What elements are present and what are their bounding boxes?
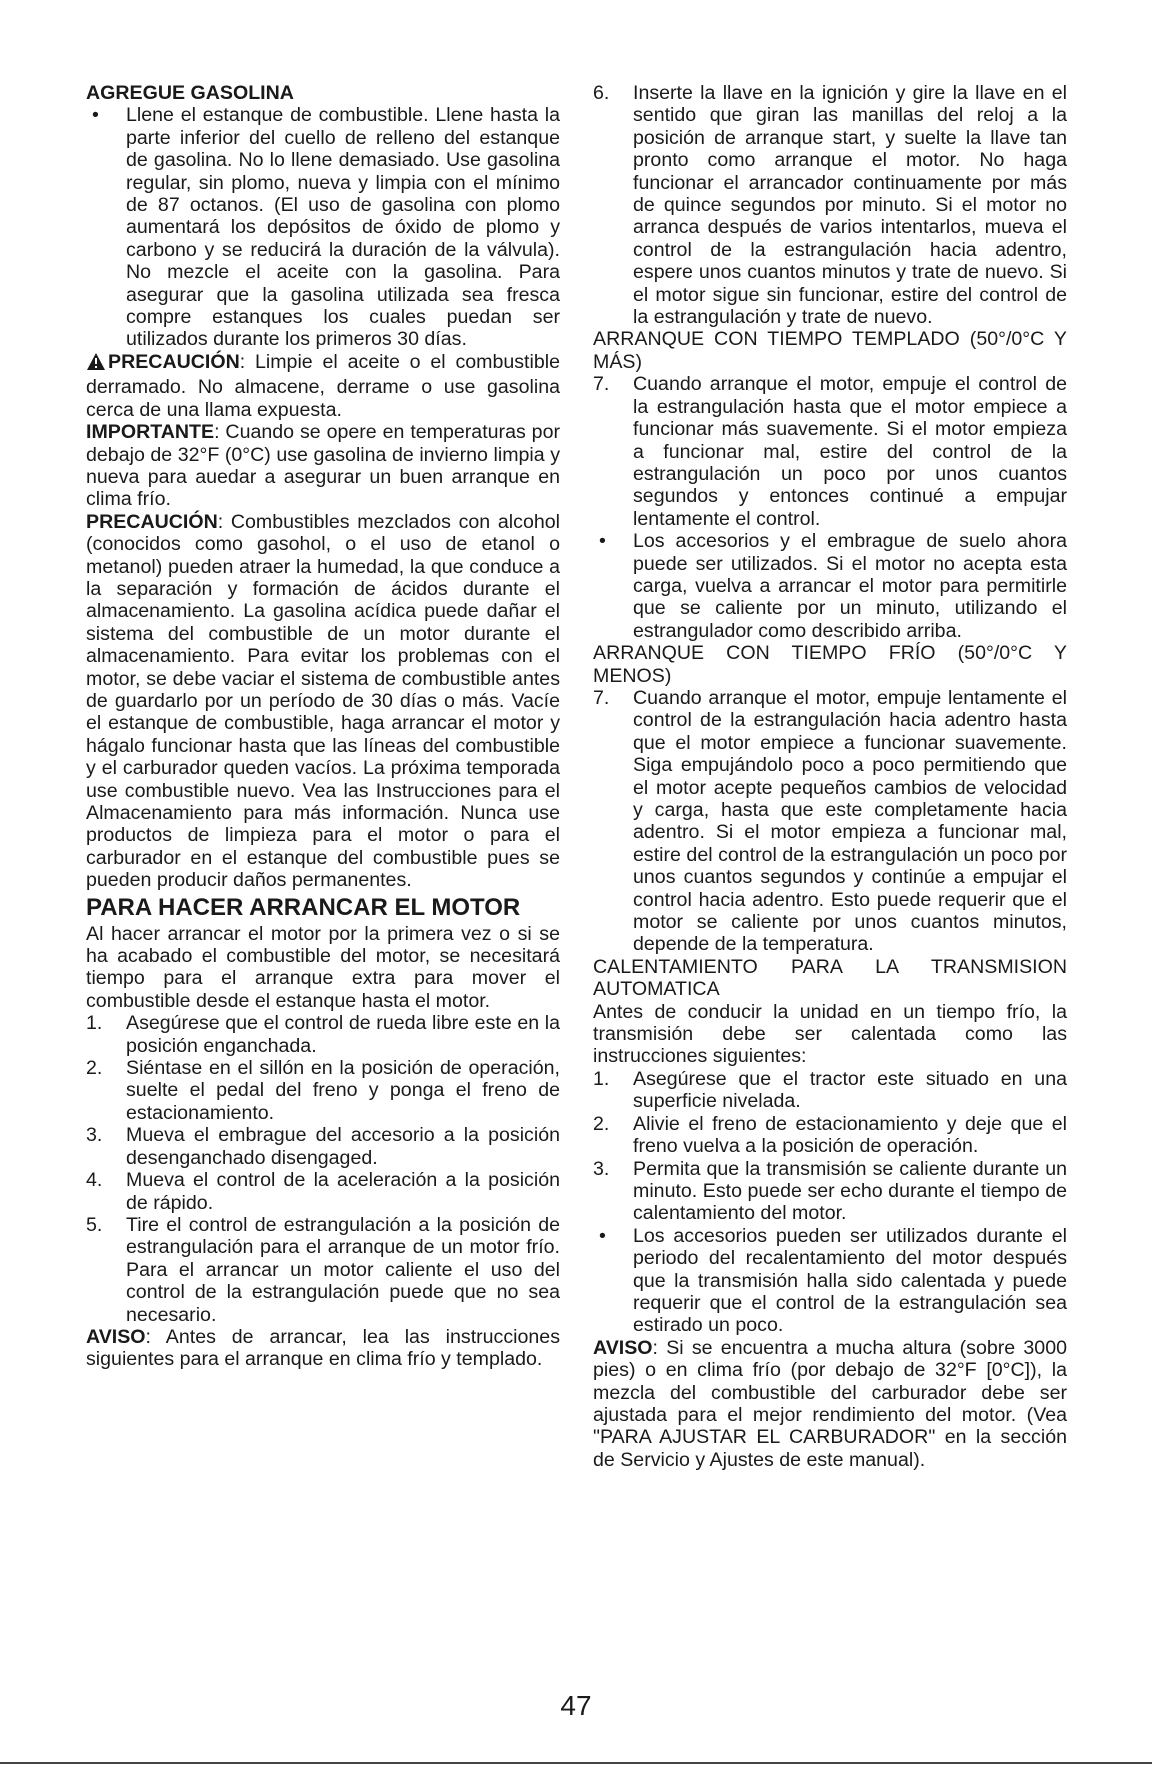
step-number: 5. (86, 1213, 103, 1236)
templado-steps (593, 373, 1067, 530)
list-item (593, 1113, 1067, 1158)
importante-paragraph (86, 421, 560, 511)
arrancar-steps (86, 1012, 560, 1326)
bottom-divider (0, 1762, 1152, 1764)
bullet-text: Los accesorios pueden ser utilizados durante el periodo del recalentamiento del motor después que la transmisión halla sido calentada y puede requerir que el control de la estrangulación sea estirado un poco. (633, 1224, 1067, 1337)
frio-steps (593, 687, 1067, 956)
right-column (593, 82, 1067, 1471)
bullet-icon: • (599, 530, 606, 553)
list-item (86, 104, 560, 350)
templado-bullet-list (593, 530, 1067, 642)
step-text: Permita que la transmisión se caliente durante un minuto. Esto puede ser echo durante el tiempo de calentamiento del motor. (633, 1157, 1067, 1225)
calentamiento-bullet-list (593, 1225, 1067, 1337)
step-number: 7. (593, 373, 610, 396)
step-number: 3. (86, 1124, 103, 1147)
step-text: Asegúrese que el tractor este situado en una superficie nivelada. (633, 1067, 1067, 1113)
list-item (86, 1012, 560, 1057)
aviso-label: AVISO (593, 1336, 653, 1359)
list-item (593, 373, 1067, 530)
step-text: Cuando arranque el motor, empuje lentamente el control de la estrangulación hacia adentro hasta que el motor empiece a funcionar suavemente. Siga empujándolo poco a poco permitiendo que el motor acepte pequeños cambios de velocidad y carga, hasta que este completamente hacia adentro. Si el motor empieza a funcionar mal, estire del control de la estrangulación un poco por unos cuantos segundos y continúe a empujar el control hacia adentro. Esto puede requerir que el motor se caliente por unos cuantos minutos, depende de la temperatura. (633, 686, 1067, 956)
bullet-icon: • (92, 104, 99, 127)
step-text: Alivie el freno de estacionamiento y deje que el freno vuelva a la posición de operación. (633, 1112, 1067, 1158)
importante-label: IMPORTANTE (86, 421, 215, 444)
bullet-text: Los accesorios y el embrague de suelo ahora puede ser utilizados. Si el motor no acepta esta carga, vuelva a arrancar el motor para permitirle que se caliente por un minuto, utilizando el estrangulador como describido arriba. (633, 530, 1067, 642)
step-number: 1. (86, 1012, 103, 1035)
step-6-list (593, 82, 1067, 328)
step-text: Cuando arranque el motor, empuje el control de la estrangulación hasta que el motor empiece a funcionar más suavemente. Si el motor empieza a funcionar mal, estire del control de la estrangulación un poco por unos cuantos segundos y entonces continué a empujar lentamente el control. (633, 373, 1067, 530)
step-number: 7. (593, 686, 610, 709)
frio-heading: ARRANQUE CON TIEMPO FRÍO (50°/0°C Y MENOS) (593, 642, 1067, 687)
aviso-text: : Antes de arrancar, lea las instrucciones siguientes para el arranque en clima frío y templado. (86, 1325, 560, 1371)
bullet-text: Llene el estanque de combustible. Llene hasta la parte inferior del cuello de relleno del estanque de gasolina. No lo llene demasiado. Use gasolina regular, sin plomo, nueva y limpia con el mínimo de 87 octanos. (El uso de gasolina con plomo aumentará los depósitos de óxido de plomo y carbono y se reducirá la duración de la válvula). No mezcle el aceite con la gasolina. Para asegurar que la gasolina utilizada sea fresca compre estanques los cuales puedan ser utilizados durante los primeros 30 días. (126, 104, 560, 351)
step-text: Mueva el control de la aceleración a la posición de rápido. (126, 1169, 560, 1214)
agregue-gasolina-heading: AGREGUE GASOLINA (86, 82, 294, 104)
list-item (86, 1214, 560, 1326)
list-item (593, 1225, 1067, 1337)
precaucion-label: PRECAUCIÓN (86, 510, 218, 533)
aviso-text: : Si se encuentra a mucha altura (sobre 3000 pies) o en clima frío (por debajo de 32°F [0°C]), la mezcla del combustible del carburador debe ser ajustada para el mejor rendimiento del motor. (Vea "PARA AJUSTAR EL CARBURADOR" en la sección de Servicio y Ajustes de este manual). (593, 1336, 1067, 1471)
step-number: 2. (86, 1057, 103, 1080)
precaucion-paragraph (86, 351, 560, 421)
step-text: Tire el control de estrangulación a la posición de estrangulación para el arranque de un motor frío. Para el arrancar un motor caliente el uso del control de la estrangulación puede que no sea necesario. (126, 1213, 560, 1326)
list-item (593, 82, 1067, 328)
step-number: 6. (593, 82, 610, 104)
step-text: Siéntase en el sillón en la posición de operación, suelte el pedal del freno y ponga el freno de estacionamiento. (126, 1057, 560, 1124)
precaucion-alcohol-paragraph (86, 511, 560, 892)
precaucion-text: : Limpie el aceite o el combustible derramado. No almacene, derrame o use gasolina cerca de una llama expuesta. (86, 350, 560, 421)
agregue-bullet-list (86, 104, 560, 350)
step-number: 4. (86, 1169, 103, 1192)
list-item (86, 1057, 560, 1124)
step-text: Mueva el embrague del accesorio a la posición desenganchado disengaged. (126, 1124, 560, 1169)
list-item (593, 1068, 1067, 1113)
step-number: 3. (593, 1157, 610, 1180)
page-number: 47 (560, 1690, 592, 1721)
calentamiento-intro: Antes de conducir la unidad en un tiempo frío, la transmisión debe ser calentada como las instrucciones siguientes: (593, 1000, 1067, 1068)
step-number: 2. (593, 1112, 610, 1135)
step-text: Asegúrese que el control de rueda libre este en la posición enganchada. (126, 1012, 560, 1057)
list-item (86, 1169, 560, 1214)
calentamiento-heading: CALENTAMIENTO PARA LA TRANSMISION AUTOMATICA (593, 955, 1067, 1001)
list-item (593, 1158, 1067, 1225)
step-number: 1. (593, 1067, 610, 1090)
templado-heading: ARRANQUE CON TIEMPO TEMPLADO (50°/0°C Y MÁS) (593, 328, 1067, 373)
step-text: Inserte la llave en la ignición y gire la llave en el sentido que giran las manillas del reloj a la posición de arranque start, y suelte la llave tan pronto como arranque el motor. No haga funcionar el arrancador continuamente por más de quince segundos por minuto. Si el motor no arranca después de varios intentarlos, mueva el control de la estrangulación hacia adentro, espere unos cuantos minutos y trate de nuevo. Si el motor sigue sin funcionar, estire del control de la estrangulación y trate de nuevo. (633, 82, 1067, 329)
aviso-paragraph (86, 1326, 560, 1371)
aviso-label: AVISO (86, 1325, 146, 1348)
importante-text: : Cuando se opere en temperaturas por debajo de 32°F (0°C) use gasolina de invierno limpia y nueva para auedar a asegurar un buen arranque en clima frío. (86, 421, 560, 511)
precaucion-alcohol-text: : Combustibles mezclados con alcohol (conocidos como gasohol, o el uso de etanol o metanol) pueden atraer la humedad, la que conduce a la separación y formación de ácidos durante el almacenamiento. La gasolina acídica puede dañar el sistema del combustible de un motor durante el almacenamiento. Para evitar los problemas con el motor, se debe vaciar el sistema de combustible antes de guardarlo por un período de 30 días o más. Vacíe el estanque de combustible, haga arrancar el motor y hágalo funcionar hasta que las líneas del combustible y el carburador queden vacíos. La próxima temporada use combustible nuevo. Vea las Instrucciones para el Almacenamiento para más información. Nunca use productos de limpieza para el motor o para el carburador en el estanque del combustible pues se pueden producir daños permanentes. (86, 510, 560, 892)
list-item (593, 687, 1067, 956)
precaucion-label: PRECAUCIÓN (108, 350, 240, 373)
warning-triangle-icon (86, 352, 106, 376)
list-item (86, 1124, 560, 1169)
aviso-altura-paragraph (593, 1337, 1067, 1471)
left-column (86, 82, 560, 1371)
arrancar-intro: Al hacer arrancar el motor por la primera vez o si se ha acabado el combustible del motor, se necesitará tiempo para el arranque extra para mover el combustible desde el estanque hasta el motor. (86, 922, 560, 1012)
calentamiento-steps (593, 1068, 1067, 1225)
list-item (593, 530, 1067, 642)
bullet-icon: • (599, 1224, 606, 1247)
arrancar-motor-heading: PARA HACER ARRANCAR EL MOTOR (86, 893, 521, 921)
